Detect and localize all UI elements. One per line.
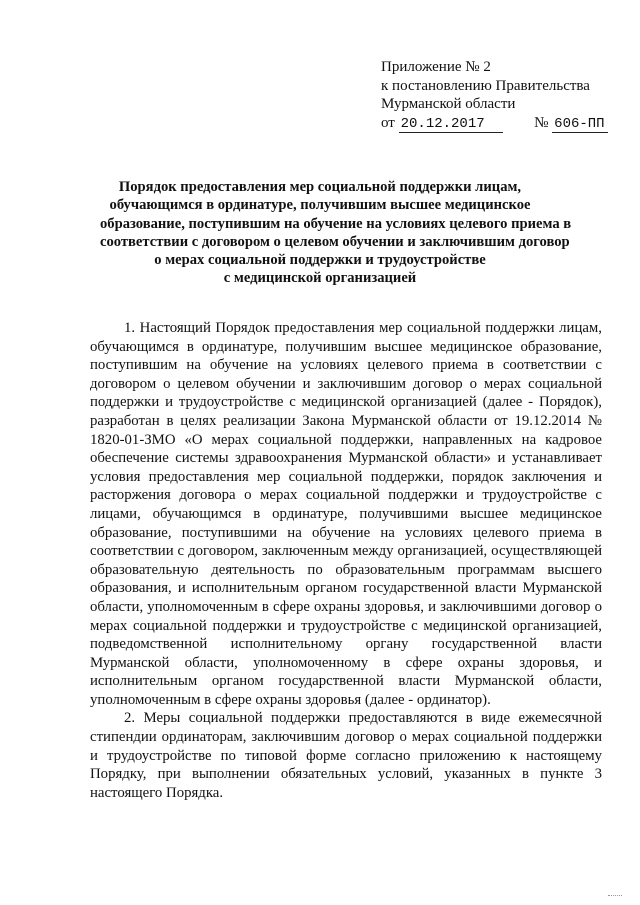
appendix-number: Приложение № 2 [381, 59, 491, 75]
decree-number: 606-ПП [552, 117, 608, 133]
appendix-region: Мурманской области [381, 96, 516, 112]
scan-mark [608, 895, 622, 899]
appendix-reference: к постановлению Правительства [381, 77, 590, 94]
document-body [90, 319, 602, 802]
date-prefix: от [381, 114, 395, 131]
title-line: Порядок предоставления мер социальной поддержки лицам, [118, 179, 522, 195]
appendix-date-line [381, 114, 621, 133]
number-prefix: № [534, 114, 549, 131]
title-line: с медицинской организацией [223, 270, 417, 287]
paragraph-2: 2. Меры социальной поддержки предоставляются в виде ежемесячной стипендии ординаторам, заключившим договор о мерах социальной поддержки и трудоустройстве по типовой форме согласно приложению к настоящему Порядку, при выполнении обязательных условий, указанных в пункте 3 настоящего Порядка. [90, 710, 602, 801]
title-line: о мерах социальной поддержки и трудоустройстве [154, 252, 486, 269]
appendix-header [381, 58, 621, 133]
decree-date: 20.12.2017 [399, 117, 503, 133]
document-title [100, 178, 572, 288]
title-line: образование, поступившим на обучение на условиях целевого приема в [100, 215, 572, 232]
title-line: соответствии с договором о целевом обучении и заключившим договор [100, 233, 570, 250]
paragraph-1: 1. Настоящий Порядок предоставления мер социальной поддержки лицам, обучающимся в ординатуре, получившим высшее медицинское образование, поступившим на обучение на условиях целевого приема в соответствии с договором о целевом обучении и заключившим договор о мерах социальной поддержки и трудоустройстве с медицинской организацией (далее - Порядок), разработан в целях реализации Закона Мурманской области от 19.12.2014 № 1820-01-ЗМО «О мерах социальной поддержки, направленных на кадровое обеспечение системы здравоохранения Мурманской области» и устанавливает условия предоставления мер социальной поддержки, порядок заключения и расторжения договора о мерах социальной поддержки и трудоустройстве с лицами, обучающимся в ординатуре, получившими высшее медицинское образование, поступившими на обучение на условиях целевого приема в соответствии с договором, заключенным между организацией, осуществляющей образовательную деятельность по образовательным программам высшего образования, и исполнительным органом государственной власти Мурманской области, уполномоченным в сфере охраны здоровья, и заключившими договор о мерах социальной поддержки и трудоустройстве с медицинской организацией, подведомственной исполнительному органу государственной власти Мурманской области, уполномоченному в сфере охраны здоровья, и исполнительным органом государственной власти Мурманской области, уполномоченным в сфере охраны здоровья (далее - ординатор). [90, 320, 602, 708]
title-line: обучающимся в ординатуре, получившим высшее медицинское [109, 197, 531, 214]
